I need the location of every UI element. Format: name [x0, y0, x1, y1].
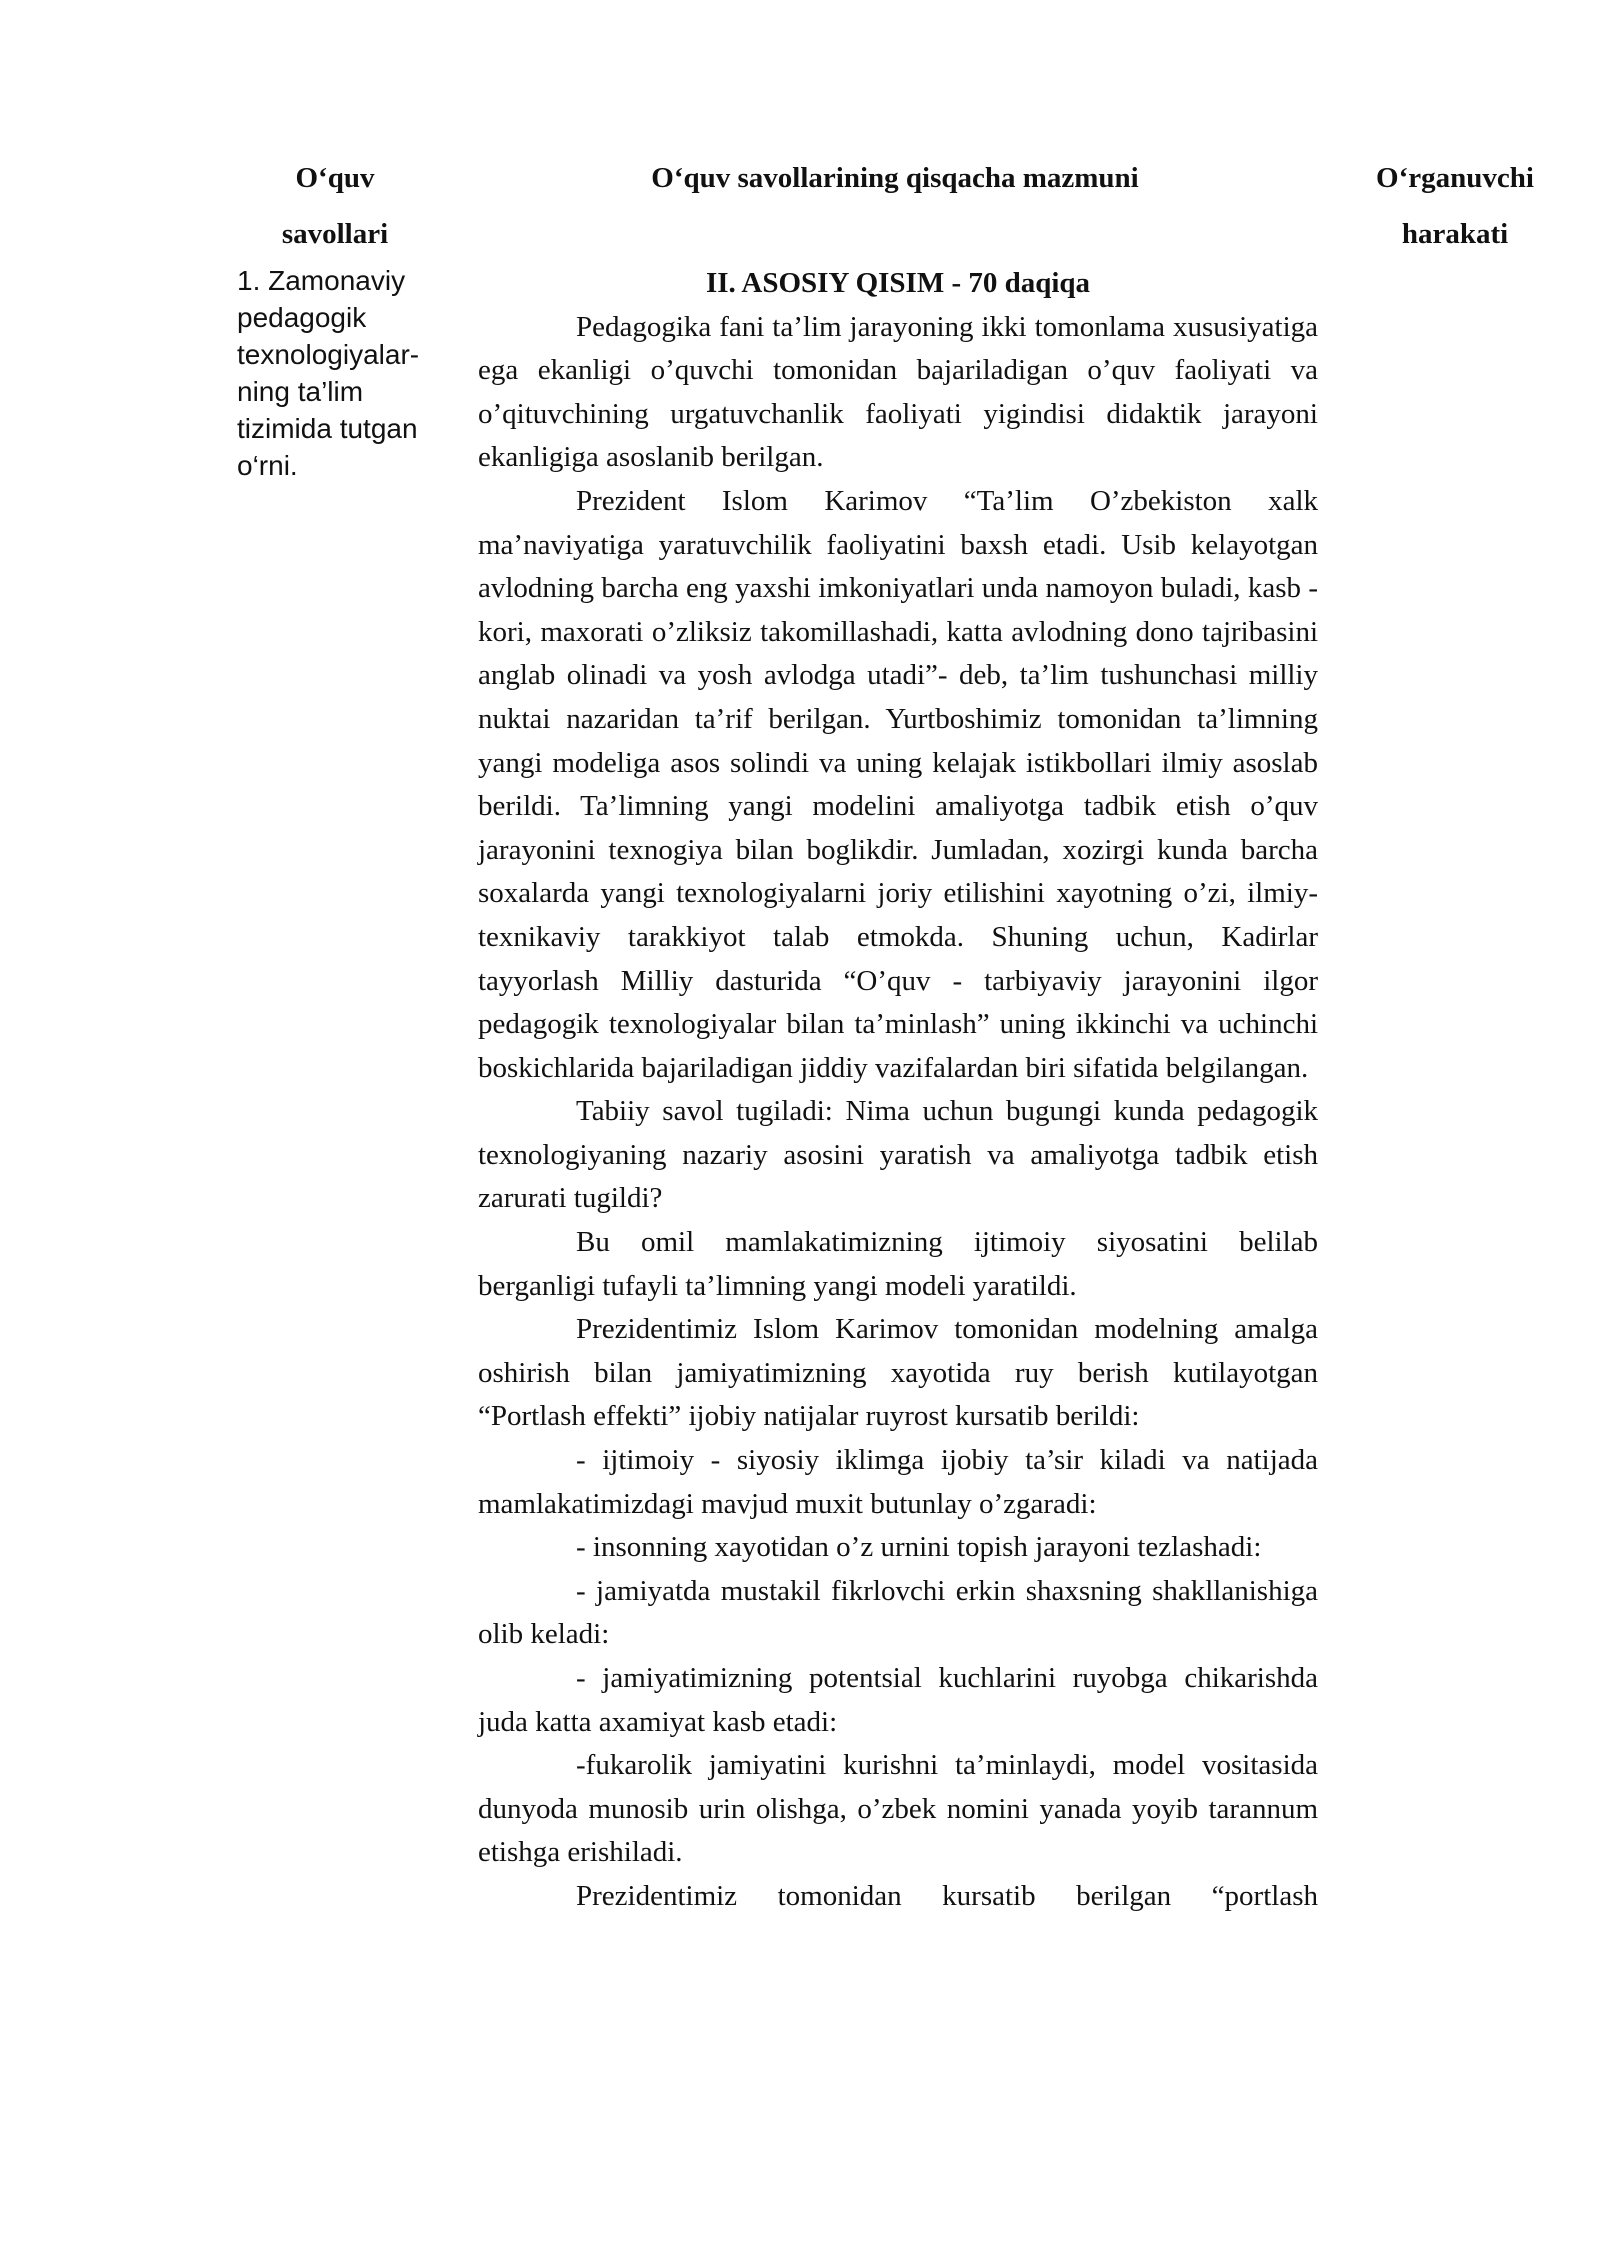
header-col-questions-line1: O‘quv [295, 162, 375, 194]
paragraph: Prezident Islom Karimov “Ta’lim O’zbekiston xalk ma’naviyatiga yaratuvchilik faoliyatini baxsh etadi. Usib kelayotgan avlodning barcha eng yaxshi imkoniyatlari unda namoyon buladi, kasb - kori, maxorati o’zliksiz takomillashadi, katta avlodning dono tajribasini anglab olinadi va yosh avlodga utadi”- deb, ta’lim tushunchasi milliy nuktai nazaridan ta’rif berilgan. Yurtboshimiz tomonidan ta’limning yangi modeliga asos solindi va uning kelajak istikbollari ilmiy asoslab berildi. Ta’limning yangi modelini amaliyotga tadbik etish o’quv jarayonini texnogiya bilan boglikdir. Jumladan, xozirgi kunda barcha soxalarda yangi texnologiyalarni joriy etilishini xayotning o’zi, ilmiy-texnikaviy tarakkiyot talab etmokda. Shuning uchun, Kadirlar tayyorlash Milliy dasturida “O’quv - tarbiyaviy jarayonini ilgor pedagogik texnologiyalar bilan ta’minlash” uning ikkinchi va uchinchi boskichlarida bajariladigan jiddiy vazifalardan biri sifatida belgilangan. [478, 484, 1318, 1084]
paragraph: Bu omil mamlakatimizning ijtimoiy siyosatini belilab berganligi tufayli ta’limning yangi modeli yaratildi. [478, 1226, 1318, 1302]
section-title: II. ASOSIY QISIM - 70 daqiqa [705, 267, 1091, 299]
question-cell [237, 262, 442, 484]
header-col-content: O‘quv savollarining qisqacha mazmuni [651, 162, 1139, 194]
question-line: texnologiyalar- [237, 339, 420, 370]
question-line: tizimida tutgan [237, 413, 418, 444]
paragraph: -fukarolik jamiyatini kurishni ta’minlaydi, model vositasida dunyoda munosib urin olishga, o’zbek nomini yanada yoyib tarannum etishga erishiladi. [478, 1749, 1318, 1869]
header-col-action [1320, 150, 1590, 262]
paragraph: - jamiyatda mustakil fikrlovchi erkin shaxsning shakllanishiga olib keladi: [478, 1574, 1318, 1651]
paragraph: Tabiiy savol tugiladi: Nima uchun bugungi kunda pedagogik texnologiyaning nazariy asosini yaratish va amaliyotga tadbik etish zarurati tugildi? [478, 1095, 1318, 1215]
header-col-questions [230, 150, 440, 262]
question-line: ning ta’lim [237, 376, 364, 407]
question-line: 1. Zamonaviy [237, 265, 406, 296]
paragraph: - insonning xayotidan o’z urnini topish jarayoni tezlashadi: [576, 1531, 1262, 1564]
header-col-questions-line2: savollari [281, 218, 389, 250]
header-col-action-line2: harakati [1401, 218, 1509, 250]
paragraph: - ijtimoiy - siyosiy iklimga ijobiy ta’sir kiladi va natijada mamlakatimizdagi mavjud muxit butunlay o’zgaradi: [478, 1444, 1318, 1520]
header-col-action-line1: O‘rganuvchi [1376, 162, 1534, 194]
content-cell [478, 262, 1318, 1919]
paragraph: Prezidentimiz Islom Karimov tomonidan modelning amalga oshirish bilan jamiyatimizning xayotida ruy berish kutilayotgan “Portlash effekti” ijobiy natijalar ruyrost kursatib berildi: [478, 1313, 1318, 1433]
paragraph: - jamiyatimizning potentsial kuchlarini ruyobga chikarishda juda katta axamiyat kasb etadi: [478, 1662, 1318, 1738]
paragraph: Prezidentimiz tomonidan kursatib berilgan “portlash [576, 1879, 1318, 1912]
question-line: o‘rni. [237, 450, 298, 481]
paragraph: Pedagogika fani ta’lim jarayoning ikki tomonlama xususiyatiga ega ekanligi o’quvchi tomonidan bajariladigan o’quv faoliyati va o’qituvchining urgatuvchanlik faoliyati yigindisi didaktik jarayoni ekanligiga asoslanib berilgan. [478, 310, 1318, 474]
question-line: pedagogik [237, 302, 367, 333]
